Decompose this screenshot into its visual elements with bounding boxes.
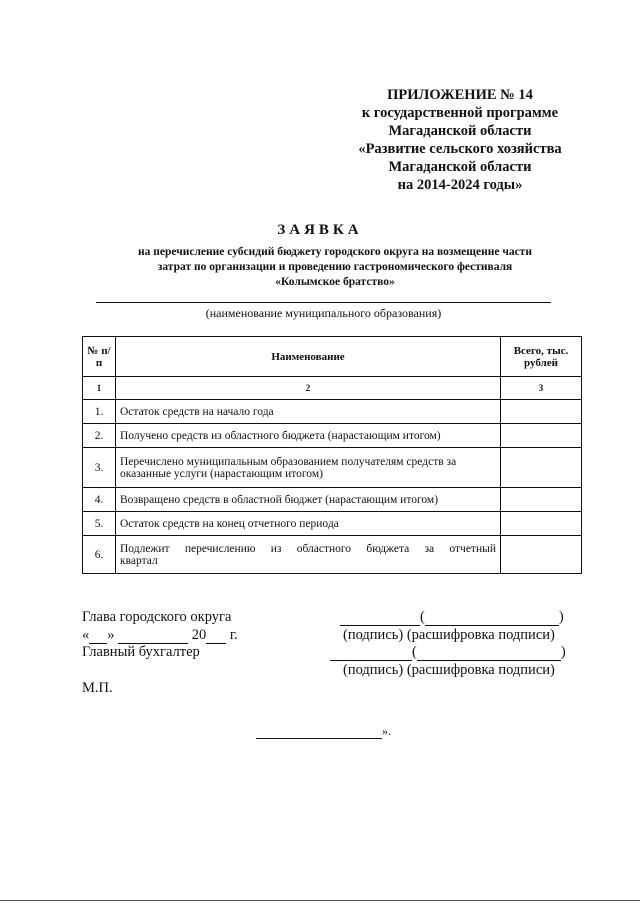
decode-caption: (расшифровка подписи) xyxy=(406,627,555,643)
year-blank xyxy=(206,628,226,644)
year-prefix: 20 xyxy=(191,627,207,643)
subtitle-line: «Колымское братство» xyxy=(275,276,395,288)
appendix-line: на 2014-2024 годы» xyxy=(397,177,523,193)
table-row xyxy=(83,424,582,448)
accountant-captions xyxy=(343,662,555,679)
head-label: Глава городского округа xyxy=(82,609,232,625)
row-num: 1. xyxy=(83,400,116,424)
decode-blank xyxy=(425,610,559,626)
row-name xyxy=(116,536,501,574)
sign-caption: (подпись) xyxy=(343,627,404,643)
paren-open: ( xyxy=(412,644,417,660)
month-blank xyxy=(118,628,188,644)
row-total xyxy=(501,400,582,424)
day-blank xyxy=(89,628,107,644)
row-total xyxy=(501,512,582,536)
row-name-line: квартал xyxy=(120,554,158,567)
municipality-caption: (наименование муниципального образования) xyxy=(205,306,442,320)
row-name: Остаток средств на конец отчетного периода xyxy=(116,512,501,536)
decode-blank xyxy=(417,645,561,661)
row-total xyxy=(501,424,582,448)
footer-mark: ». xyxy=(382,724,391,738)
head-captions xyxy=(343,627,555,644)
table-row xyxy=(83,488,582,512)
appendix-header xyxy=(330,86,590,194)
municipality-fill-line xyxy=(96,302,551,303)
stamp-place: М.П. xyxy=(82,680,113,696)
row-total xyxy=(501,448,582,488)
table-row xyxy=(83,512,582,536)
signature-blank xyxy=(330,645,412,661)
document-title: ЗАЯВКА xyxy=(277,222,363,238)
row-num: 5. xyxy=(83,512,116,536)
footer-mark-line xyxy=(256,724,391,739)
document-subtitle xyxy=(90,245,580,290)
row-name: Остаток средств на начало года xyxy=(116,400,501,424)
row-num: 2. xyxy=(83,424,116,448)
paren-open: ( xyxy=(420,609,425,625)
row-total xyxy=(501,536,582,574)
column-index: 2 xyxy=(116,377,501,400)
header-num: № п/п xyxy=(83,337,116,377)
header-name: Наименование xyxy=(116,337,501,377)
table-row xyxy=(83,448,582,488)
sign-caption: (подпись) xyxy=(343,662,404,678)
table-row xyxy=(83,400,582,424)
column-index: 1 xyxy=(83,377,116,400)
row-name-line: Подлежит перечислению из областного бюджета за отчетный xyxy=(120,542,496,555)
row-name: Перечислено муниципальным образованием получателям средств за оказанные услуги (нарастающим итогом) xyxy=(116,448,501,488)
appendix-line: Магаданской области xyxy=(388,159,532,175)
application-table xyxy=(82,336,582,574)
date-open: « xyxy=(82,627,90,643)
appendix-line: Магаданской области xyxy=(388,123,532,139)
row-name: Возвращено средств в областной бюджет (нарастающим итогом) xyxy=(116,488,501,512)
row-num: 3. xyxy=(83,448,116,488)
header-total: Всего, тыс. рублей xyxy=(501,337,582,377)
appendix-line: ПРИЛОЖЕНИЕ № 14 xyxy=(387,87,533,103)
appendix-line: к государственной программе xyxy=(361,105,559,121)
column-index: 3 xyxy=(501,377,582,400)
subtitle-line: затрат по организации и проведению гастрономического фестиваля xyxy=(157,261,513,273)
row-num: 6. xyxy=(83,536,116,574)
row-num: 4. xyxy=(83,488,116,512)
appendix-line: «Развитие сельского хозяйства xyxy=(358,141,562,157)
date-close: » xyxy=(107,627,115,643)
paren-close: ) xyxy=(560,644,566,660)
column-index-row xyxy=(83,377,582,400)
date-line xyxy=(82,627,238,644)
head-signature-line xyxy=(340,609,564,626)
accountant-label: Главный бухгалтер xyxy=(82,644,200,660)
year-suffix: г. xyxy=(229,627,238,643)
table-header-row xyxy=(83,337,582,377)
footer-blank xyxy=(256,726,382,739)
accountant-signature-line xyxy=(330,644,566,661)
signature-blank xyxy=(340,610,420,626)
paren-close: ) xyxy=(558,609,564,625)
subtitle-line: на перечисление субсидий бюджету городского округа на возмещение части xyxy=(138,246,532,258)
page-bottom-rule xyxy=(0,900,640,901)
row-total xyxy=(501,488,582,512)
decode-caption: (расшифровка подписи) xyxy=(406,662,555,678)
table-row xyxy=(83,536,582,574)
row-name: Получено средств из областного бюджета (нарастающим итогом) xyxy=(116,424,501,448)
